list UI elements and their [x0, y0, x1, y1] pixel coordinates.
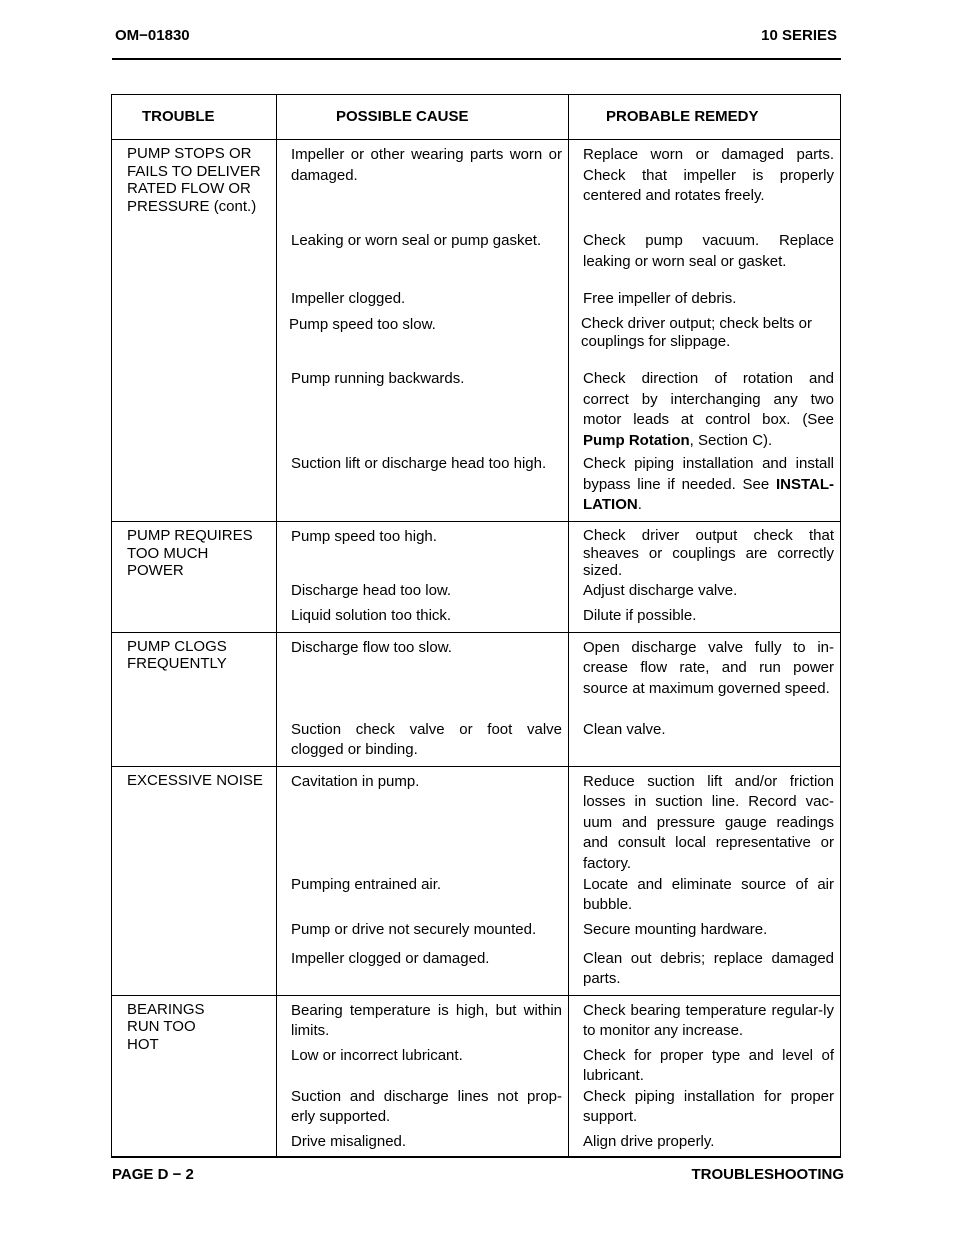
cause-item: Pump speed too slow. — [289, 316, 436, 333]
column-header-remedy: PROBABLE REMEDY — [569, 95, 841, 140]
cause-cell — [277, 632, 569, 766]
cause-cell — [277, 995, 569, 1158]
remedy-cell — [569, 995, 841, 1158]
remedy-item: Locate and eliminate source of air bubble. — [583, 875, 834, 913]
column-header-trouble: TROUBLE — [112, 95, 277, 140]
table-row — [112, 140, 841, 522]
table-row — [112, 766, 841, 995]
cause-cell — [277, 766, 569, 995]
cause-item: Suction check valve or foot valve clogged or binding. — [291, 720, 562, 758]
remedy-item: Check for proper type and level of lubricant. — [583, 1046, 834, 1084]
cause-item: Pump or drive not securely mounted. — [291, 920, 537, 938]
troubleshooting-table — [111, 94, 841, 1158]
remedy-item: Clean valve. — [583, 720, 666, 738]
remedy-item: Check driver output check that sheaves or couplings are correctly sized. — [583, 527, 834, 579]
remedy-item: Check piping installation for proper support. — [583, 1087, 834, 1125]
remedy-item: Clean out debris; replace damaged parts. — [583, 949, 834, 987]
cause-item: Liquid solution too thick. — [291, 607, 452, 624]
remedy-item: Free impeller of debris. — [583, 290, 737, 307]
trouble-text: PUMP CLOGS FREQUENTLY — [127, 637, 227, 672]
trouble-cell — [112, 522, 277, 633]
header-rule — [112, 58, 841, 60]
remedy-item — [583, 454, 834, 516]
remedy-item: Replace worn or damaged parts. Check that impeller is properly centered and rotates freely. — [583, 146, 834, 204]
trouble-cell — [112, 995, 277, 1158]
trouble-text: EXCESSIVE NOISE — [127, 771, 263, 789]
remedy-item: Open discharge valve fully to in-crease flow rate, and run power source at maximum governed speed. — [583, 638, 834, 697]
cause-item: Drive misaligned. — [291, 1132, 407, 1150]
remedy-item: Adjust discharge valve. — [583, 582, 738, 599]
cause-item: Impeller clogged. — [291, 290, 406, 307]
cause-item: Suction lift or discharge head too high. — [291, 455, 547, 472]
cause-item: Low or incorrect lubricant. — [291, 1046, 463, 1064]
remedy-bold-ref: Pump Rotation — [583, 431, 690, 449]
trouble-text: BEARINGS RUN TOO HOT — [127, 1000, 205, 1053]
remedy-text: , Section C). — [689, 431, 773, 449]
trouble-cell — [112, 140, 277, 522]
series-label: 10 SERIES — [761, 27, 837, 44]
cause-item: Bearing temperature is high, but within limits. — [291, 1001, 562, 1039]
remedy-item: Check driver output; check belts or couplings for slippage. — [581, 315, 812, 350]
footer-rule — [112, 1156, 841, 1158]
remedy-item: Secure mounting hardware. — [583, 920, 768, 938]
remedy-cell — [569, 766, 841, 995]
remedy-item — [583, 369, 834, 454]
cause-item: Cavitation in pump. — [291, 772, 420, 790]
cause-item: Discharge flow too slow. — [291, 638, 452, 656]
cause-item: Suction and discharge lines not prop-erly supported. — [291, 1087, 562, 1125]
table-row — [112, 995, 841, 1158]
remedy-item: Dilute if possible. — [583, 607, 697, 624]
trouble-text: PUMP REQUIRES TOO MUCH POWER — [127, 527, 253, 579]
cause-item: Discharge head too low. — [291, 582, 452, 599]
cause-cell — [277, 522, 569, 633]
section-title: TROUBLESHOOTING — [691, 1166, 844, 1183]
trouble-text: PUMP STOPS OR FAILS TO DELIVER RATED FLOW OR PRESSURE (cont.) — [127, 145, 261, 215]
table-row — [112, 522, 841, 633]
remedy-text: Check piping installation and install bypass line if needed. See — [583, 455, 834, 493]
cause-item: Leaking or worn seal or pump gasket. — [291, 232, 542, 249]
cause-item: Pump running backwards. — [291, 370, 465, 387]
remedy-bold-ref: INSTAL-LATION — [583, 475, 834, 513]
column-header-cause: POSSIBLE CAUSE — [277, 95, 569, 140]
cause-item: Impeller clogged or damaged. — [291, 949, 490, 967]
remedy-cell — [569, 140, 841, 522]
document-id: OM−01830 — [115, 27, 190, 44]
remedy-item: Check pump vacuum. Replace leaking or worn seal or gasket. — [583, 232, 834, 270]
remedy-text: Check direction of rotation and correct by interchanging any two motor leads at control box. (See — [583, 370, 834, 428]
table-row — [112, 632, 841, 766]
table-header-row — [112, 95, 841, 140]
cause-cell — [277, 140, 569, 522]
cause-item: Impeller or other wearing parts worn or damaged. — [291, 146, 562, 184]
trouble-cell — [112, 766, 277, 995]
cause-item: Pump speed too high. — [291, 528, 437, 545]
page-number: PAGE D − 2 — [112, 1166, 194, 1183]
trouble-cell — [112, 632, 277, 766]
remedy-item: Align drive properly. — [583, 1132, 715, 1150]
remedy-item: Reduce suction lift and/or friction losses in suction line. Record vac-uum and pressure gauge readings and consult local representative or factory. — [583, 772, 834, 872]
cause-item: Pumping entrained air. — [291, 875, 442, 893]
remedy-item: Check bearing temperature regular-ly to monitor any increase. — [583, 1001, 834, 1039]
remedy-cell — [569, 522, 841, 633]
remedy-text: . — [637, 496, 642, 513]
remedy-cell — [569, 632, 841, 766]
